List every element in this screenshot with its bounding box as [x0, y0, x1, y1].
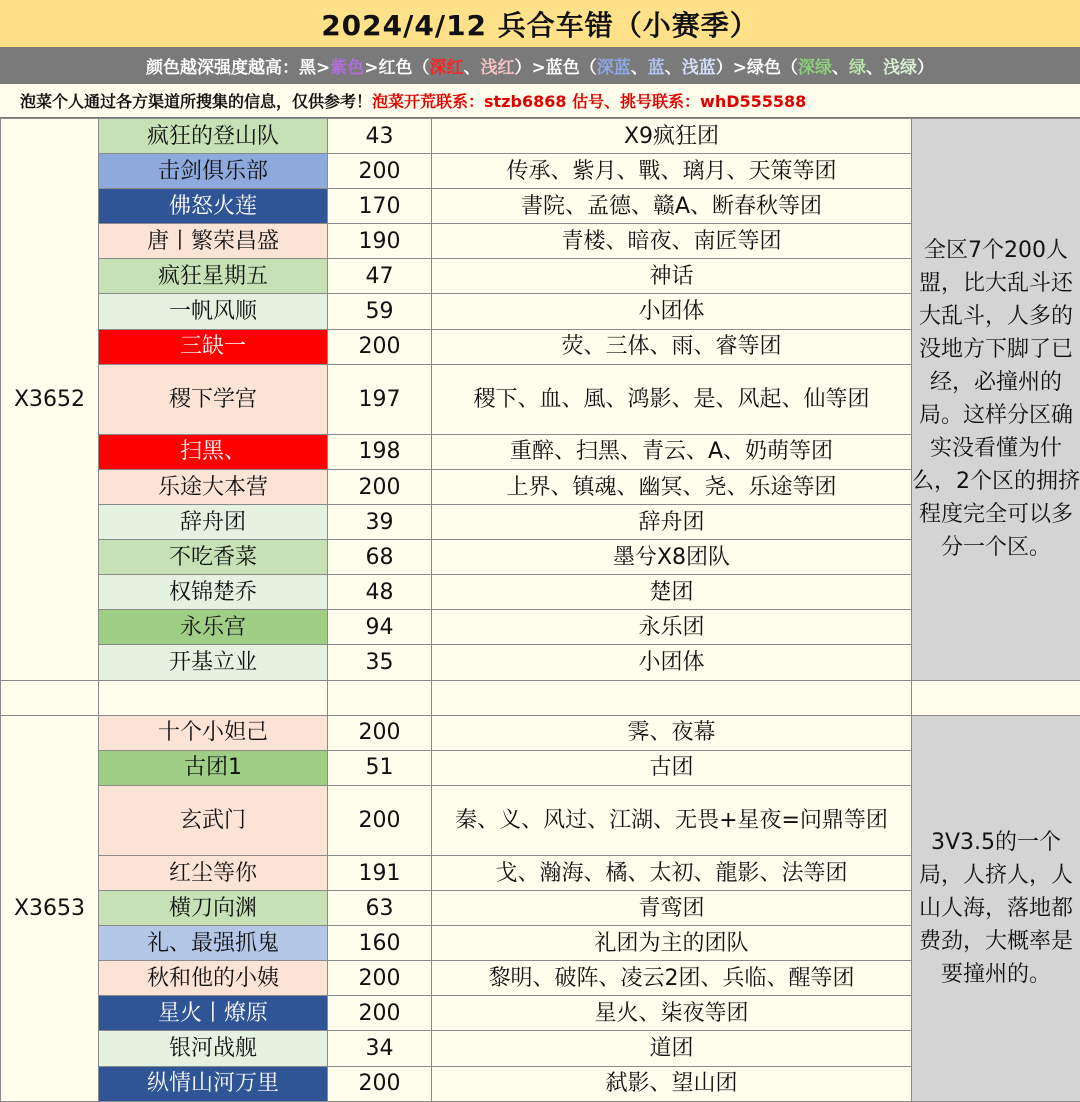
alliance-name-cell: 玄武门 — [99, 785, 328, 855]
empty-cell — [99, 680, 328, 715]
groups-cell: 青楼、暗夜、南匠等团 — [432, 224, 912, 259]
member-count-cell: 190 — [328, 224, 432, 259]
alliance-name-cell: 权锦楚乔 — [99, 575, 328, 610]
member-count-cell: 43 — [328, 119, 432, 154]
member-count-cell: 200 — [328, 715, 432, 750]
groups-cell: 戈、瀚海、橘、太初、龍影、法等团 — [432, 856, 912, 891]
alliance-name-cell: 疯狂星期五 — [99, 259, 328, 294]
alliance-name-cell: 古团1 — [99, 750, 328, 785]
member-count-cell: 39 — [328, 505, 432, 540]
alliance-name-cell: 稷下学宫 — [99, 364, 328, 434]
groups-cell: 辞舟团 — [432, 505, 912, 540]
groups-cell: 弑影、望山团 — [432, 1066, 912, 1101]
empty-cell — [1, 680, 99, 715]
groups-cell: 楚团 — [432, 575, 912, 610]
member-count-cell: 63 — [328, 891, 432, 926]
groups-cell: 礼团为主的团队 — [432, 926, 912, 961]
groups-cell: 青鸾团 — [432, 891, 912, 926]
alliance-name-cell: 十个小妲己 — [99, 715, 328, 750]
sheet-title: 2024/4/12 兵合车错（小赛季） — [0, 0, 1080, 48]
groups-cell: 墨兮X8团队 — [432, 540, 912, 575]
alliance-name-cell: 开基立业 — [99, 645, 328, 680]
legend-purple: 紫色 — [330, 58, 365, 78]
alliance-name-cell: 三缺一 — [99, 329, 328, 364]
legend-prefix: 颜色越深强度越高：黑> — [146, 58, 331, 78]
server-id-cell: X3652 — [1, 119, 99, 681]
alliance-name-cell: 星火丨燎原 — [99, 996, 328, 1031]
member-count-cell: 200 — [328, 329, 432, 364]
legend-green: 绿 — [849, 58, 866, 78]
legend-red-part: >红色（ — [364, 58, 430, 78]
groups-cell: 黎明、破阵、凌云2团、兵临、醒等团 — [432, 961, 912, 996]
legend-light-blue: 浅蓝 — [681, 58, 716, 78]
groups-cell: 古团 — [432, 750, 912, 785]
groups-cell: X9疯狂团 — [432, 119, 912, 154]
member-count-cell: 198 — [328, 434, 432, 469]
notice-bar — [0, 84, 1080, 118]
legend-suffix: ） — [917, 58, 934, 78]
legend-deep-blue: 深蓝 — [596, 58, 631, 78]
alliance-name-cell: 一帆风顺 — [99, 294, 328, 329]
groups-cell: 神话 — [432, 259, 912, 294]
empty-cell — [432, 680, 912, 715]
alliance-name-cell: 疯狂的登山队 — [99, 119, 328, 154]
legend-deep-green: 深绿 — [798, 58, 832, 78]
member-count-cell: 200 — [328, 996, 432, 1031]
member-count-cell: 34 — [328, 1031, 432, 1066]
member-count-cell: 68 — [328, 540, 432, 575]
member-count-cell: 94 — [328, 610, 432, 645]
groups-cell: 小团体 — [432, 645, 912, 680]
spacer-row — [1, 680, 1080, 715]
member-count-cell: 200 — [328, 961, 432, 996]
alliance-name-cell: 佛怒火莲 — [99, 189, 328, 224]
server-note-cell: 3V3.5的一个局，人挤人，人山人海，落地都费劲，大概率是要撞州的。 — [912, 715, 1080, 1101]
groups-cell: 秦、义、风过、江湖、无畏+星夜=问鼎等团 — [432, 785, 912, 855]
alliance-name-cell: 纵情山河万里 — [99, 1066, 328, 1101]
groups-cell: 霁、夜幕 — [432, 715, 912, 750]
alliance-name-cell: 永乐宫 — [99, 610, 328, 645]
legend-light-green: 浅绿 — [883, 58, 917, 78]
member-count-cell: 191 — [328, 856, 432, 891]
legend-separator: 、 — [664, 58, 682, 78]
alliance-name-cell: 横刀向渊 — [99, 891, 328, 926]
alliance-name-cell: 唐丨繁荣昌盛 — [99, 224, 328, 259]
groups-cell: 稷下、血、風、鸿影、是、风起、仙等团 — [432, 364, 912, 434]
legend-blue-part: ）>蓝色（ — [514, 58, 597, 78]
member-count-cell: 200 — [328, 469, 432, 504]
table-row — [1, 119, 1080, 154]
legend-blue: 蓝 — [647, 58, 665, 78]
legend-deep-red: 深红 — [429, 58, 464, 78]
groups-cell: 重醉、扫黑、青云、A、奶萌等团 — [432, 434, 912, 469]
legend-separator: 、 — [630, 58, 648, 78]
alliance-name-cell: 秋和他的小姨 — [99, 961, 328, 996]
alliance-name-cell: 辞舟团 — [99, 505, 328, 540]
table-row — [1, 715, 1080, 750]
groups-cell: 传承、紫月、戰、璃月、天策等团 — [432, 154, 912, 189]
member-count-cell: 160 — [328, 926, 432, 961]
alliance-name-cell: 扫黑、 — [99, 434, 328, 469]
alliance-name-cell: 礼、最强抓鬼 — [99, 926, 328, 961]
member-count-cell: 59 — [328, 294, 432, 329]
groups-cell: 星火、柒夜等团 — [432, 996, 912, 1031]
member-count-cell: 200 — [328, 785, 432, 855]
server-id-cell: X3653 — [1, 715, 99, 1101]
groups-cell: 道团 — [432, 1031, 912, 1066]
alliance-name-cell: 击剑俱乐部 — [99, 154, 328, 189]
color-legend — [0, 47, 1080, 85]
legend-separator: 、 — [866, 58, 883, 78]
legend-separator: 、 — [832, 58, 849, 78]
member-count-cell: 51 — [328, 750, 432, 785]
legend-separator: 、 — [463, 58, 481, 78]
empty-cell — [328, 680, 432, 715]
member-count-cell: 200 — [328, 154, 432, 189]
groups-cell: 小团体 — [432, 294, 912, 329]
legend-green-part: ）>绿色（ — [715, 58, 798, 78]
alliance-name-cell: 银河战舰 — [99, 1031, 328, 1066]
groups-cell: 書院、孟德、赣A、断春秋等团 — [432, 189, 912, 224]
member-count-cell: 200 — [328, 1066, 432, 1101]
member-count-cell: 170 — [328, 189, 432, 224]
groups-cell: 荧、三体、雨、睿等团 — [432, 329, 912, 364]
alliance-name-cell: 不吃香菜 — [99, 540, 328, 575]
empty-cell — [912, 680, 1080, 715]
member-count-cell: 35 — [328, 645, 432, 680]
server-note-cell: 全区7个200人盟，比大乱斗还大乱斗，人多的没地方下脚了已经，必撞州的局。这样分区确实没看懂为什么，2个区的拥挤程度完全可以多分一个区。 — [912, 119, 1080, 681]
alliance-name-cell: 乐途大本营 — [99, 469, 328, 504]
groups-cell: 永乐团 — [432, 610, 912, 645]
member-count-cell: 197 — [328, 364, 432, 434]
alliance-name-cell: 红尘等你 — [99, 856, 328, 891]
member-count-cell: 48 — [328, 575, 432, 610]
notice-text: 泡菜个人通过各方渠道所搜集的信息，仅供参考！ — [20, 92, 373, 111]
member-count-cell: 47 — [328, 259, 432, 294]
legend-light-red: 浅红 — [480, 58, 515, 78]
alliance-table — [0, 118, 1080, 1102]
contact-info: 泡菜开荒联系：stzb6868 估号、挑号联系：whD555588 — [372, 92, 807, 111]
groups-cell: 上界、镇魂、幽冥、尧、乐途等团 — [432, 469, 912, 504]
